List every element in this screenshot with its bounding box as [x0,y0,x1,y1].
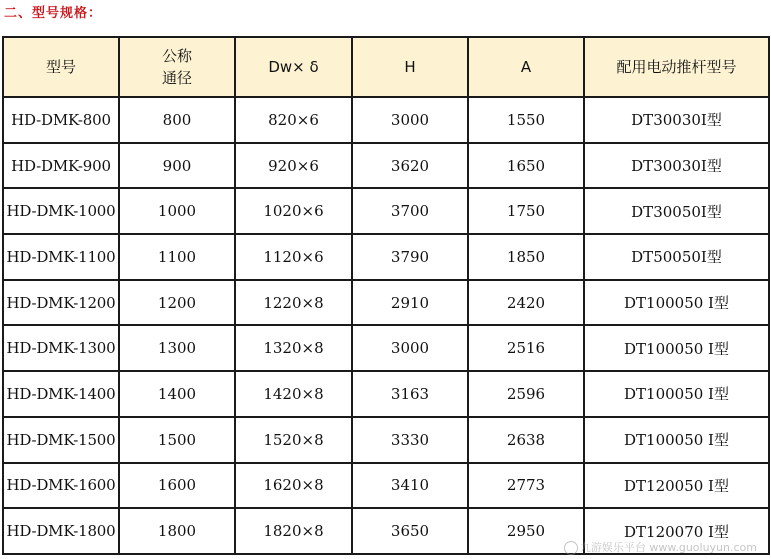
table-row [3,143,769,189]
cell-model: HD-DMK-1100 [3,234,119,280]
col-header-actuator-model: 配用电动推杆型号 [584,37,769,97]
cell-a: 2638 [468,417,584,463]
col-header-h: H [352,37,468,97]
cell-model: HD-DMK-1500 [3,417,119,463]
cell-actuator-model: DT120070 Ⅰ型 [584,508,769,554]
cell-a: 2420 [468,280,584,326]
col-header-model: 型号 [3,37,119,97]
table-row [3,188,769,234]
cell-nominal-diameter: 1300 [119,325,235,371]
cell-h: 3330 [352,417,468,463]
cell-nominal-diameter: 1200 [119,280,235,326]
cell-dw-delta: 1620×8 [235,463,352,509]
cell-model: HD-DMK-1600 [3,463,119,509]
cell-dw-delta: 1020×6 [235,188,352,234]
cell-a: 2773 [468,463,584,509]
cell-h: 3790 [352,234,468,280]
cell-model: HD-DMK-1300 [3,325,119,371]
cell-nominal-diameter: 1600 [119,463,235,509]
cell-a: 1750 [468,188,584,234]
cell-dw-delta: 1220×8 [235,280,352,326]
cell-model: HD-DMK-1400 [3,371,119,417]
table-row [3,371,769,417]
cell-nominal-diameter: 900 [119,143,235,189]
cell-nominal-diameter: 1100 [119,234,235,280]
table-row [3,234,769,280]
cell-h: 3620 [352,143,468,189]
cell-a: 2596 [468,371,584,417]
cell-model: HD-DMK-1200 [3,280,119,326]
cell-model: HD-DMK-1000 [3,188,119,234]
cell-h: 3000 [352,97,468,143]
cell-model: HD-DMK-900 [3,143,119,189]
cell-actuator-model: DT100050 Ⅰ型 [584,325,769,371]
header-row [3,37,769,97]
table-row [3,280,769,326]
cell-nominal-diameter: 1500 [119,417,235,463]
cell-nominal-diameter: 1800 [119,508,235,554]
cell-actuator-model: DT50050Ⅰ型 [584,234,769,280]
table-row [3,97,769,143]
cell-h: 3163 [352,371,468,417]
cell-actuator-model: DT30030Ⅰ型 [584,143,769,189]
cell-nominal-diameter: 800 [119,97,235,143]
col-header-dw-delta: Dw× δ [235,37,352,97]
cell-h: 2910 [352,280,468,326]
watermark-text: 九游娱乐平台 www.guoluyun.com [579,541,757,554]
cell-a: 1550 [468,97,584,143]
cell-h: 3650 [352,508,468,554]
cell-dw-delta: 920×6 [235,143,352,189]
cell-dw-delta: 1820×8 [235,508,352,554]
cell-a: 1850 [468,234,584,280]
cell-model: HD-DMK-800 [3,97,119,143]
cell-h: 3700 [352,188,468,234]
cell-actuator-model: DT30050Ⅰ型 [584,188,769,234]
cell-a: 2950 [468,508,584,554]
cell-dw-delta: 1420×8 [235,371,352,417]
cell-h: 3410 [352,463,468,509]
watermark [564,539,757,555]
cell-actuator-model: DT100050 Ⅰ型 [584,280,769,326]
table-row [3,417,769,463]
section-heading: 二、型号规格： [4,6,103,21]
cell-actuator-model: DT100050 Ⅰ型 [584,371,769,417]
cell-nominal-diameter: 1000 [119,188,235,234]
cell-model: HD-DMK-1800 [3,508,119,554]
spec-table [2,36,770,555]
cell-a: 1650 [468,143,584,189]
cell-actuator-model: DT120050 Ⅰ型 [584,463,769,509]
col-header-nominal-diameter: 公称 通径 [119,37,235,97]
cell-dw-delta: 1320×8 [235,325,352,371]
table-row [3,325,769,371]
cell-actuator-model: DT100050 Ⅰ型 [584,417,769,463]
table-row [3,463,769,509]
cell-h: 3000 [352,325,468,371]
cell-dw-delta: 820×6 [235,97,352,143]
cell-a: 2516 [468,325,584,371]
watermark-logo-icon [564,541,578,555]
cell-nominal-diameter: 1400 [119,371,235,417]
col-header-a: A [468,37,584,97]
cell-dw-delta: 1520×8 [235,417,352,463]
cell-dw-delta: 1120×6 [235,234,352,280]
cell-actuator-model: DT30030Ⅰ型 [584,97,769,143]
